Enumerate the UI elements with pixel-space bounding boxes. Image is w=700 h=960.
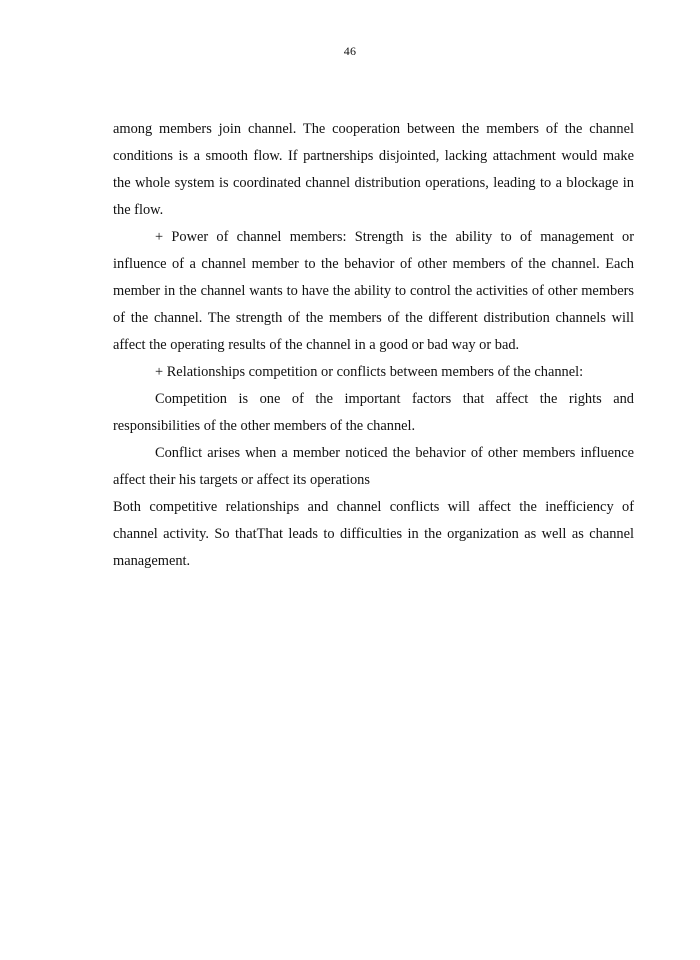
paragraph-relationships-heading: + Relationships competition or conflicts between members of the channel: bbox=[155, 364, 584, 380]
paragraph-power-of-channel-members: + Power of channel members: Strength is the ability to of management or influence of a channel member to the behavior of other members of the channel. Each member in the channel wants to have the ability to control the activities of other members of the channel. The strength of the members of the different distribution channels will affect the operating results of the channel in a good or bad way or bad. bbox=[113, 229, 634, 353]
paragraph-conclusion: Both competitive relationships and channel conflicts will affect the inefficiency of channel activity. So thatThat leads to difficulties in the organization as well as channel management. bbox=[113, 499, 634, 569]
paragraph-conflict: Conflict arises when a member noticed the behavior of other members influence affect their his targets or affect its operations bbox=[113, 445, 634, 488]
paragraph-channel-cooperation: among members join channel. The cooperation between the members of the channel conditions is a smooth flow. If partnerships disjointed, lacking attachment would make the whole system is coordinated channel distribution operations, leading to a blockage in the flow. bbox=[113, 121, 634, 218]
body-text bbox=[113, 116, 634, 575]
paragraph-competition: Competition is one of the important factors that affect the rights and responsibilities of the other members of the channel. bbox=[113, 391, 634, 434]
page-number: 46 bbox=[343, 44, 357, 58]
